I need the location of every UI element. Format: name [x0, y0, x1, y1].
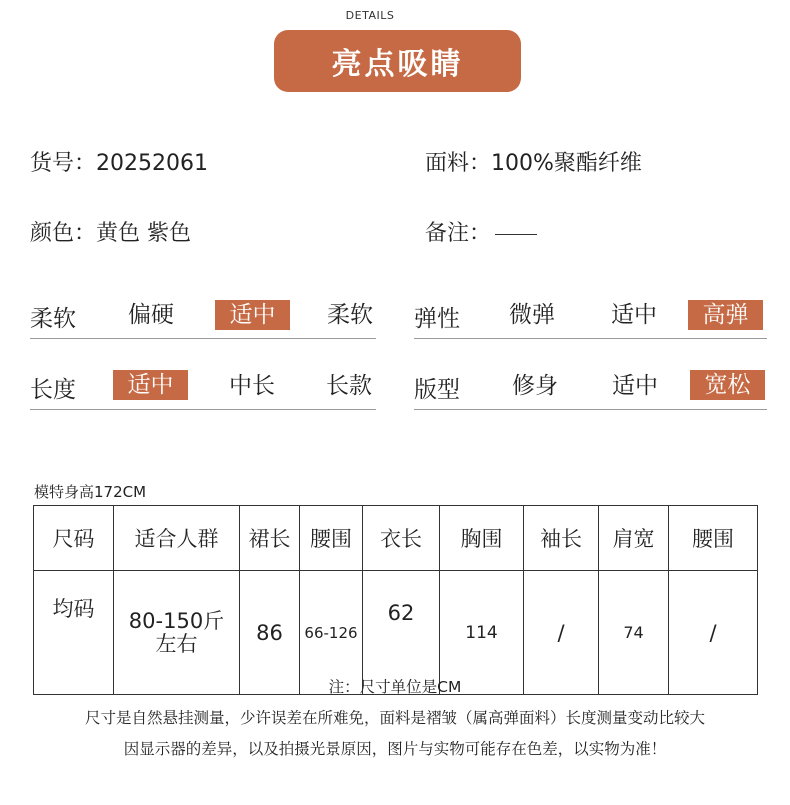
softness-label: 柔软 — [30, 306, 76, 332]
header-suitable-for: 适合人群 — [114, 506, 240, 571]
remark-empty-dash — [495, 234, 537, 235]
elasticity-label: 弹性 — [414, 306, 460, 332]
length-option-medium-selected: 适中 — [113, 370, 188, 400]
fit-label: 版型 — [414, 377, 460, 403]
softness-option-soft: 柔软 — [327, 302, 373, 328]
unit-note: 注：尺寸单位是CM — [328, 678, 462, 696]
elasticity-option-medium: 适中 — [611, 302, 657, 328]
softness-row — [30, 300, 376, 339]
measurement-disclaimer: 尺寸是自然悬挂测量，少许误差在所难免，面料是褶皱（属高弹面料）长度测量变动比较大 — [84, 709, 705, 727]
cell-shoulder: 74 — [599, 571, 669, 695]
elasticity-option-slight: 微弹 — [509, 302, 555, 328]
header-shoulder: 肩宽 — [599, 506, 669, 571]
section-title: 亮点吸睛 — [331, 47, 464, 82]
details-eyebrow: DETAILS — [345, 9, 395, 22]
header-bust: 胸围 — [440, 506, 524, 571]
model-height-note: 模特身高172CM — [34, 483, 147, 501]
cell-size: 均码 — [34, 571, 114, 695]
cell-bust: 114 — [440, 571, 524, 695]
header-sleeve: 袖长 — [524, 506, 599, 571]
fit-option-regular: 适中 — [612, 373, 658, 399]
cell-waist: 66-126 — [300, 571, 363, 695]
header-waist-2: 腰围 — [669, 506, 758, 571]
color-disclaimer: 因显示器的差异，以及拍摄光景原因，图片与实物可能存在色差，以实物为准！ — [123, 740, 667, 758]
fabric-info: 面料：100%聚酯纤维 — [425, 151, 642, 176]
header-top-length: 衣长 — [363, 506, 440, 571]
softness-option-hard: 偏硬 — [128, 302, 174, 328]
length-label: 长度 — [30, 377, 76, 403]
cell-suitable-line2: 左右 — [155, 631, 198, 656]
length-option-midi: 中长 — [229, 373, 275, 399]
cell-top-length: 62 — [363, 571, 440, 695]
size-table — [33, 505, 758, 695]
color-info: 颜色：黄色 紫色 — [30, 221, 191, 246]
size-table-header-row — [34, 506, 758, 571]
cell-waist-2: / — [669, 571, 758, 695]
header-waist: 腰围 — [300, 506, 363, 571]
remark-info — [425, 216, 537, 247]
cell-suitable-line1: 80-150斤 — [128, 608, 225, 633]
softness-option-medium-selected: 适中 — [215, 300, 290, 330]
fit-option-slim: 修身 — [512, 373, 558, 399]
cell-sleeve: / — [524, 571, 599, 695]
header-size: 尺码 — [34, 506, 114, 571]
section-title-badge — [274, 30, 521, 92]
elasticity-option-high-selected: 高弹 — [688, 300, 763, 330]
length-row — [30, 371, 376, 410]
sku-info: 货号：20252061 — [30, 151, 208, 176]
fit-option-loose-selected: 宽松 — [690, 370, 765, 400]
header-skirt-length: 裙长 — [240, 506, 300, 571]
length-option-long: 长款 — [326, 373, 372, 399]
cell-skirt-length: 86 — [240, 571, 300, 695]
remark-label: 备注： — [425, 221, 492, 246]
